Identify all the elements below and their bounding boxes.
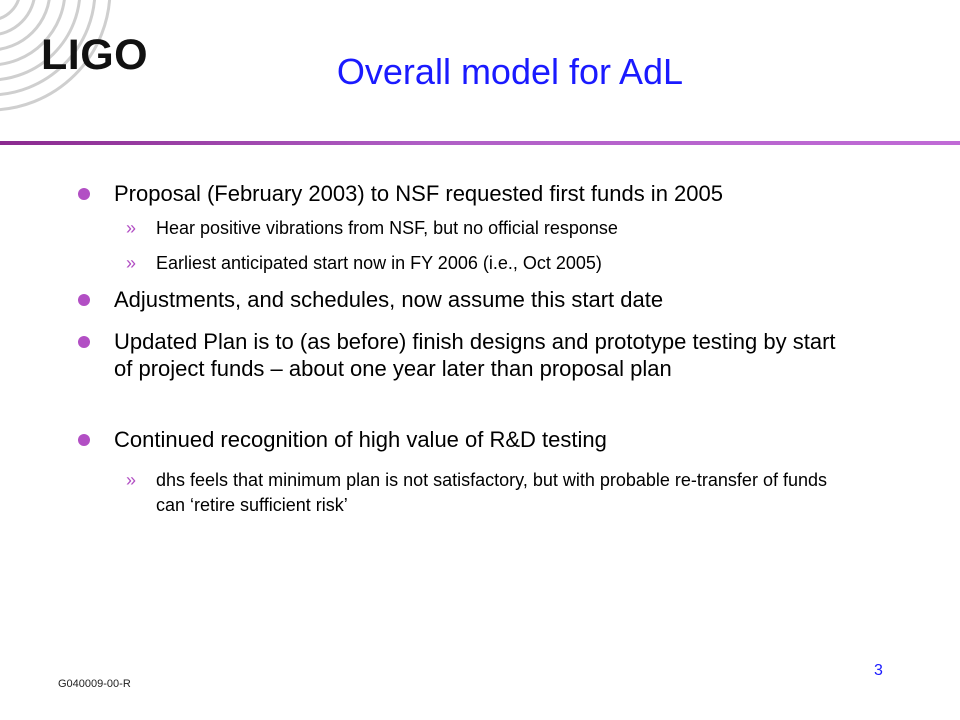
bullet-item bbox=[114, 426, 854, 453]
bullet-text: Adjustments, and schedules, now assume this start date bbox=[114, 287, 664, 312]
ligo-logo: LIGO bbox=[41, 31, 149, 79]
sub-bullet-text: Earliest anticipated start now in FY 2006 (i.e., Oct 2005) bbox=[156, 253, 602, 273]
sub-bullet-marker-icon: » bbox=[126, 218, 137, 238]
bullet-item bbox=[114, 180, 854, 207]
bullet-item bbox=[114, 286, 854, 313]
sub-bullet-item bbox=[126, 251, 836, 276]
sub-bullet-item bbox=[126, 216, 836, 241]
bullet-text: Continued recognition of high value of R&D testing bbox=[114, 427, 607, 452]
bullet-dot-icon bbox=[78, 434, 90, 446]
sub-bullet-text: Hear positive vibrations from NSF, but no official response bbox=[156, 218, 618, 238]
slide-title: Overall model for AdL bbox=[336, 51, 684, 92]
document-id: G040009-00-R bbox=[58, 678, 131, 690]
title-divider bbox=[0, 141, 960, 145]
bullet-text: Updated Plan is to (as before) finish designs and prototype testing by start of project funds – about one year later than proposal plan bbox=[114, 329, 836, 381]
bullet-dot-icon bbox=[78, 188, 90, 200]
sub-bullet-marker-icon: » bbox=[126, 470, 137, 490]
sub-bullet-item bbox=[126, 468, 836, 518]
bullet-text: Proposal (February 2003) to NSF requested first funds in 2005 bbox=[114, 181, 723, 206]
bullet-dot-icon bbox=[78, 294, 90, 306]
sub-bullet-marker-icon: » bbox=[126, 253, 137, 273]
bullet-item bbox=[114, 328, 854, 382]
page-number: 3 bbox=[874, 662, 883, 679]
bullet-dot-icon bbox=[78, 336, 90, 348]
sub-bullet-text: dhs feels that minimum plan is not satisfactory, but with probable re-transfer of funds can ‘retire sufficient risk’ bbox=[156, 470, 827, 515]
